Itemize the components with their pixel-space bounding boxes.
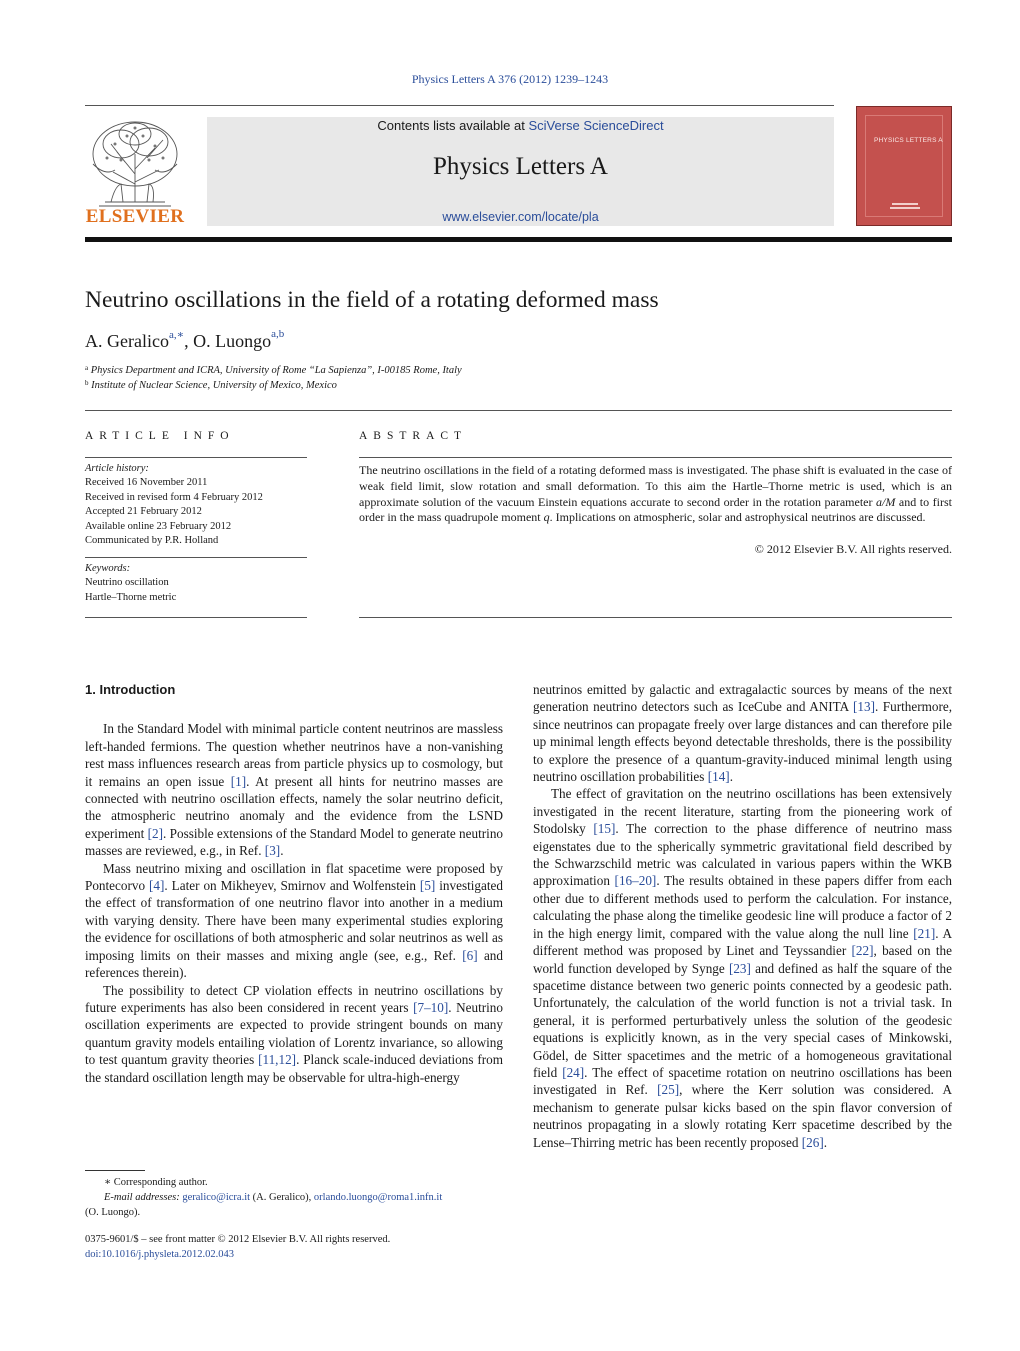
email-link[interactable]: orlando.luongo@roma1.infn.it <box>313 1192 443 1203</box>
author-name: A. Geralico <box>85 331 169 351</box>
history-label: Article history: <box>85 463 149 474</box>
section-heading: 1. Introduction <box>85 682 176 697</box>
history-item: Accepted 21 February 2012 <box>85 506 202 518</box>
citation-link[interactable]: [3] <box>264 843 281 859</box>
journal-reference <box>0 72 1020 87</box>
footnote-star: ∗ <box>104 1177 112 1188</box>
keywords <box>85 562 307 605</box>
citation-link[interactable]: [7–10] <box>413 999 449 1015</box>
math-q: q <box>543 510 550 525</box>
history-item: Communicated by P.R. Holland <box>85 535 219 547</box>
math-a-over-m: a/M <box>876 494 896 509</box>
email-addresses: E-mail addresses: geralico@icra.it (A. Geralico), orlando.luongo@roma1.infn.it <box>104 1192 443 1203</box>
citation-link[interactable]: [26] <box>801 1134 824 1150</box>
body-column-right <box>533 681 952 1151</box>
contents-line <box>207 117 834 133</box>
cover-frame <box>865 115 943 217</box>
history-item: Received 16 November 2011 <box>85 477 208 489</box>
info-rule <box>85 457 307 458</box>
affiliation-mark: b <box>85 379 89 387</box>
affiliation-a <box>85 365 462 376</box>
citation-link[interactable]: [21] <box>913 925 936 941</box>
author-affiliation-link[interactable]: a,b <box>271 328 285 340</box>
citation-link[interactable]: [22] <box>851 943 874 959</box>
journal-title: Physics Letters A <box>433 153 608 180</box>
abstract-rule <box>359 457 952 458</box>
header-rule <box>85 105 834 106</box>
cover-title: PHYSICS LETTERS A <box>874 137 943 144</box>
journal-url-link[interactable]: www.elsevier.com/locate/pla <box>442 210 599 224</box>
corresponding-author-note: ∗ Corresponding author. <box>104 1177 208 1188</box>
info-rule <box>85 557 307 558</box>
affiliation-text: Physics Department and ICRA, University of Rome “La Sapienza”, I-00185 Rome, Italy <box>90 365 462 376</box>
journal-masthead <box>207 117 834 226</box>
paragraph: In the Standard Model with minimal particle content neutrinos are massless left-handed fermions. The question whether neutrinos have a non-vanishing rest mass influences research areas from particle physics up to cosmology, but it remains an open issue [1]. At present all hints for neutrino masses are connected with neutrino oscillation effects, namely the solar neutrino deficit, the atmospheric neutrino anomaly and the evidence from the LSND experiment [2]. Possible extensions of the Standard Model to generate neutrino masses are reviewed, e.g., in Ref. [3]. <box>85 721 504 859</box>
citation-link[interactable]: [2] <box>147 825 164 841</box>
citation-link[interactable]: [25] <box>657 1082 680 1098</box>
citation-link[interactable]: [13] <box>852 699 875 715</box>
paragraph: The effect of gravitation on the neutrino oscillations has been extensively investigated in the recent literature, starting from the pioneering work of Stodolsky [15]. The correction to the phase difference of neutrino mass eigenstates due to the spherically symmetric gravitational field described by the Schwarzschild metric was calculated in various papers within the WKB approximation [16–20]. The results obtained in these papers differ from each other due to different methods used to perform the calculation. For instance, calculating the phase along the timelike geodesic line will produce a factor of 2 in the high energy limit, compared with the value along the null line [21]. A different method was proposed by Linet and Teyssandier [22], based on the world function developed by Synge [23] and defined as half the square of the spacetime distance between two generic points connected by a geodesic path. Unfortunately, the calculation of the world function is not a trivial task. In general, it is performed perturbatively unless the solution of the geodesic equations is explicitly known, as in the very special cases of Minkowski, Gödel, de Sitter spacetimes and the metric of a homogeneous gravitational field [24]. The effect of spacetime rotation on neutrino oscillations has been investigated in Ref. [25], where the Kerr solution was considered. A mechanism to generate pulsar kicks based on the spin flavor conversion of neutrinos propagating in a slowly rotating Kerr spacetime described by the Lense–Thirring metric has been recently proposed [26]. <box>533 786 953 1150</box>
paragraph: Mass neutrino mixing and oscillation in flat spacetime were proposed by Pontecorvo [4]. Later on Mikheyev, Smirnov and Wolfenstein [5] investigated the effect of transformation of one neutrino flavor into another in a medium with varying density. There have been many experimental studies exploring the evidence for oscillations of both atmospheric and solar neutrinos as well as imposing limits on their masses and mixing angle (see, e.g., Ref. [6] and references therein). <box>85 860 503 981</box>
history-item: Available online 23 February 2012 <box>85 520 232 532</box>
citation-link[interactable]: [14] <box>707 769 730 785</box>
citation-link[interactable]: [1] <box>230 773 247 789</box>
paragraph: neutrinos emitted by galactic and extragalactic sources by means of the next generation neutrino detectors such as IceCube and ANITA [13]. Furthermore, since neutrinos can propagate freely over large distances and can therefore pile up minimal length effects beyond detectable thresholds, there is the possibility to explore the presence of a quantum-gravity-induced minimal length using neutrino oscillation probabilities [14]. <box>533 682 952 785</box>
author-affiliation-link[interactable]: a,∗ <box>168 329 185 341</box>
journal-cover-thumbnail <box>856 106 952 226</box>
author-name: O. Luongo <box>193 331 272 351</box>
citation-link[interactable]: [5] <box>419 878 436 894</box>
history-item: Received in revised form 4 February 2012 <box>85 491 263 503</box>
issn-line: 0375-9601/$ – see front matter © 2012 Elsevier B.V. All rights reserved. <box>85 1234 391 1245</box>
abstract-heading: ABSTRACT <box>359 430 468 442</box>
cover-decoration <box>890 207 920 209</box>
keywords-label: Keywords: <box>85 563 131 574</box>
footnote-rule <box>85 1170 145 1171</box>
author-list <box>85 328 285 352</box>
keyword: Neutrino oscillation <box>85 577 169 589</box>
footnotes <box>85 1175 503 1220</box>
cover-decoration <box>892 203 918 205</box>
keyword: Hartle–Thorne metric <box>85 591 177 603</box>
citation-link[interactable]: [23] <box>728 960 751 976</box>
elsevier-wordmark: ELSEVIER <box>85 206 185 227</box>
citation-link[interactable]: [16–20] <box>614 873 657 889</box>
email-owner: (O. Luongo). <box>85 1207 141 1218</box>
front-matter <box>85 1233 390 1262</box>
article-info-heading: ARTICLE INFO <box>85 430 235 442</box>
author-separator: , <box>184 331 194 351</box>
citation-link[interactable]: [6] <box>462 947 478 963</box>
citation-link[interactable]: [4] <box>149 878 165 894</box>
affiliation-text: Institute of Nuclear Science, University of Mexico, Mexico <box>91 380 337 391</box>
header-thick-rule <box>85 237 952 242</box>
citation-link[interactable]: [24] <box>562 1064 585 1080</box>
abstract-copyright: © 2012 Elsevier B.V. All rights reserved. <box>754 542 952 556</box>
sciencedirect-link[interactable]: SciVerse ScienceDirect <box>528 118 664 133</box>
article-title: Neutrino oscillations in the field of a rotating deformed mass <box>85 287 659 313</box>
affiliation-mark: a <box>85 364 89 372</box>
email-link[interactable]: geralico@icra.it <box>182 1192 251 1203</box>
article-history <box>85 462 307 548</box>
citation-link[interactable]: [15] <box>593 821 616 837</box>
section-rule <box>85 410 952 411</box>
paragraph: The possibility to detect CP violation effects in neutrino oscillations by future experiments has also been considered in recent years [7–10]. Neutrino oscillation experiments are expected to provide stringent bounds on many quantum gravity models entailing violation of Lorentz invariance, so allowing to test quantum gravity theories [11,12]. Planck scale-induced deviations from the standard oscillation length may be observable for ultra-high-energy <box>85 982 503 1085</box>
abstract-rule <box>359 617 952 618</box>
citation-link[interactable]: [11,12] <box>258 1052 297 1068</box>
doi-link[interactable]: doi:10.1016/j.physleta.2012.02.043 <box>85 1248 235 1260</box>
journal-reference-link[interactable]: Physics Letters A 376 (2012) 1239–1243 <box>411 72 609 86</box>
abstract-text: The neutrino oscillations in the field of a rotating deformed mass is investigated. The phase shift is evaluated in the case of weak field limit, slow rotation and small deformation. To this aim the Hartle–Thorne metric is used, which is an approximate solution of the vacuum Einstein equations accurate to second order in the rotation parameter a/M and to first order in the mass quadrupole moment q. Implications on atmospheric, solar and astrophysical neutrinos are discussed. <box>359 463 953 525</box>
affiliation-b <box>85 380 337 391</box>
info-rule <box>85 617 307 618</box>
contents-prefix: Contents lists available at <box>377 118 529 133</box>
body-column-left <box>85 681 503 1086</box>
